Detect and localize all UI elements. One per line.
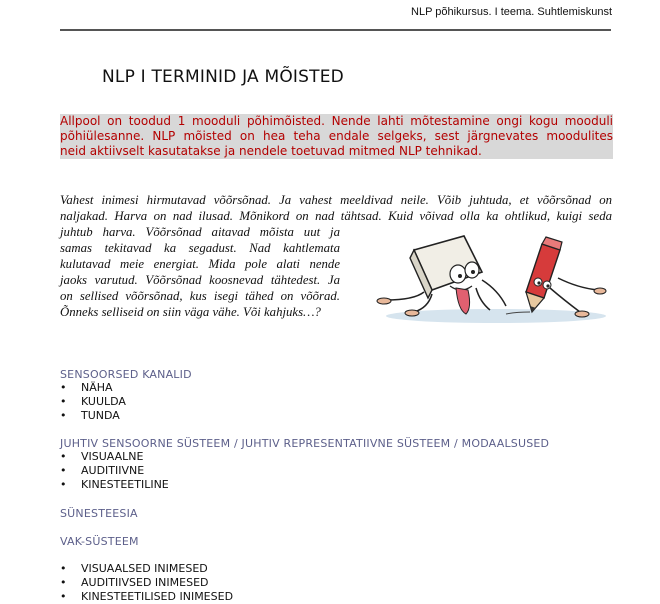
section-heading-synesthesia: SÜNESTEESIA bbox=[60, 507, 138, 520]
body-line: Vahest inimesi hirmutavad võõrsõnad. Ja vahest meeldivad neile. Võib juhtuda, et võõrsõnad on bbox=[60, 193, 612, 207]
list-item: • KUULDA bbox=[60, 395, 126, 409]
section-heading-vak: VAK-SÜSTEEM bbox=[60, 535, 139, 548]
list-item: • AUDITIIVNE bbox=[60, 464, 169, 478]
list-item: • KINESTEETILINE bbox=[60, 478, 169, 492]
list-item: • KINESTEETILISED INIMESED bbox=[60, 590, 233, 604]
section-heading-sensory: SENSOORSED KANALID bbox=[60, 368, 192, 381]
body-line: kulutavad meie energiat. Mida pole alati nende bbox=[60, 257, 340, 271]
body-line: Õnneks selliseid on siin väga vähe. Või kahjuks…? bbox=[60, 305, 321, 319]
body-line: naljakad. Harva on nad ilusad. Mõnikord on nad tähtsad. Kuid võivad olla ka ohtlikud, kuigi seda bbox=[60, 209, 612, 223]
running-header: NLP põhikursus. I teema. Suhtlemiskunst bbox=[411, 6, 612, 18]
leading-system-list bbox=[60, 450, 169, 492]
intro-line: põhiülesanne. NLP mõisted on hea teha endale selgeks, sest järgnevates moodulites bbox=[60, 129, 613, 143]
list-item: • VISUAALSED INIMESED bbox=[60, 562, 233, 576]
body-line: juhtub harva. Võõrsõnad aitavad mõista uut ja bbox=[60, 225, 340, 239]
list-item: • NÄHA bbox=[60, 381, 126, 395]
body-line: samas tekitavad ka segadust. Nad kahtlemata bbox=[60, 241, 340, 255]
list-item: • AUDITIIVSED INIMESED bbox=[60, 576, 233, 590]
section-heading-leading-system: JUHTIV SENSOORNE SÜSTEEM / JUHTIV REPRESENTATIIVNE SÜSTEEM / MODAALSUSED bbox=[60, 437, 550, 450]
body-line: jaoks varutud. Võõrsõnad koosnevad tähtedest. Ja bbox=[60, 273, 340, 287]
page-title: NLP I TERMINID JA MÕISTED bbox=[102, 67, 344, 87]
header-rule bbox=[60, 29, 611, 31]
sensory-list bbox=[60, 381, 126, 423]
intro-line: Allpool on toodud 1 mooduli põhimõisted. Nende lahti mõtestamine ongi kogu mooduli bbox=[60, 114, 613, 128]
list-item: • TUNDA bbox=[60, 409, 126, 423]
intro-line: neid aktiivselt kasutatakse ja nendele toetuvad mitmed NLP tehnikad. bbox=[60, 144, 482, 158]
intro-paragraph bbox=[60, 114, 613, 159]
eraser-pencil-illustration bbox=[366, 228, 610, 328]
list-item: • VISUAALNE bbox=[60, 450, 169, 464]
body-line: on sellised võõrsõnad, kus isegi tähed on võõrad. bbox=[60, 289, 340, 303]
vak-list bbox=[60, 562, 233, 604]
